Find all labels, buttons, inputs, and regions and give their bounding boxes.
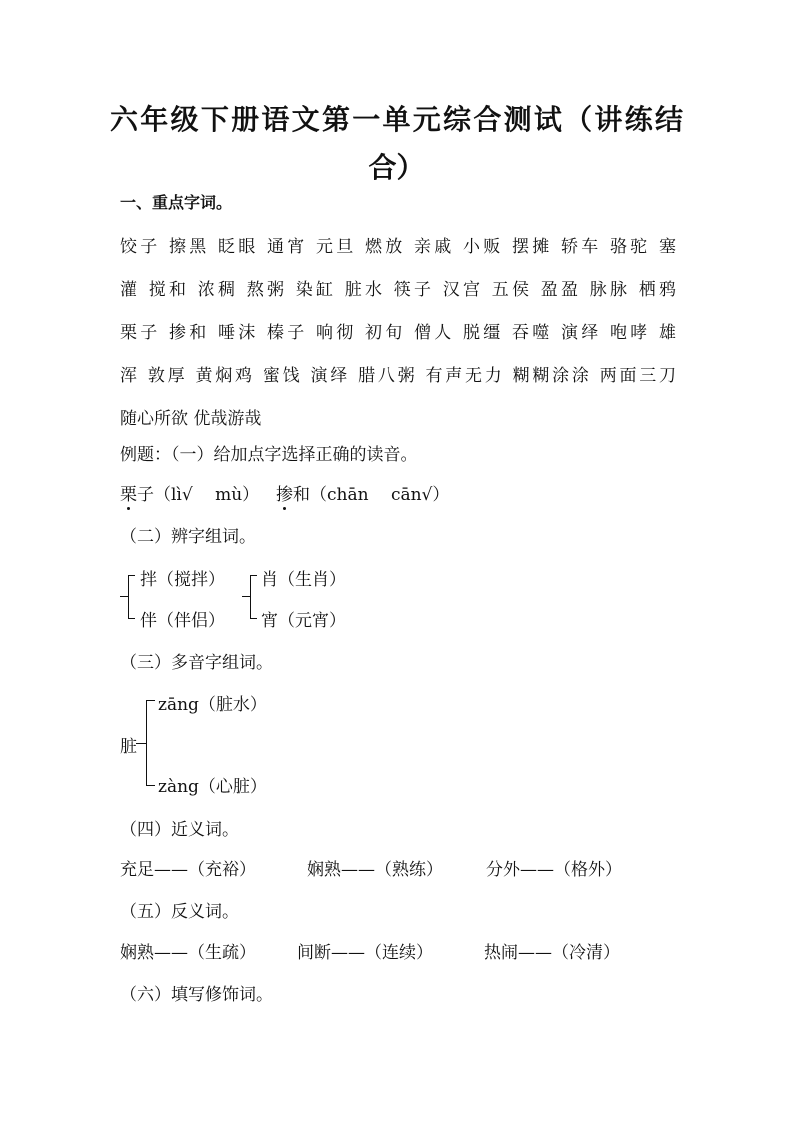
reading-compound: zàng（心脏） <box>158 777 267 797</box>
char-compound: 拌（搅拌） <box>140 570 225 590</box>
pinyin-question-line <box>120 480 449 505</box>
pinyin-answer-1: 子（lì√ mù） <box>137 485 260 505</box>
dotted-char: 栗 <box>120 485 137 505</box>
example-heading: 例题：（一）给加点字选择正确的读音。 <box>120 445 418 465</box>
char-compound: 宵（元宵） <box>261 611 346 631</box>
brace-bracket <box>250 575 257 619</box>
antonym-pair: 间断——（连续） <box>297 943 433 963</box>
word-row: 浑 敦厚 黄焖鸡 蜜饯 演绎 腊八粥 有声无力 糊糊涂涂 两面三刀 <box>120 366 676 386</box>
word-row: 随心所欲 优哉游哉 <box>120 409 262 429</box>
brace-stub <box>136 743 146 744</box>
part2-heading: （二）辨字组词。 <box>120 527 256 547</box>
synonym-pair: 分外——（格外） <box>486 860 622 880</box>
page-title <box>110 96 683 192</box>
brace-stub <box>120 596 128 597</box>
part6-heading: （六）填写修饰词。 <box>120 985 273 1005</box>
word-list <box>120 226 676 441</box>
antonym-pair: 娴熟——（生疏） <box>120 943 256 963</box>
word-row: 栗子 掺和 唾沫 榛子 响彻 初旬 僧人 脱缰 吞噬 演绎 咆哮 雄 <box>120 323 676 343</box>
word-row: 饺子 擦黑 眨眼 通宵 元旦 燃放 亲戚 小贩 摆摊 轿车 骆驼 塞 <box>120 237 676 257</box>
char-compound: 伴（伴侣） <box>140 611 225 631</box>
part3-heading: （三）多音字组词。 <box>120 653 273 673</box>
synonym-pair: 充足——（充裕） <box>120 860 256 880</box>
reading-compound: zāng（脏水） <box>158 695 267 715</box>
title-line-2: 合） <box>368 151 425 184</box>
pinyin-answer-2: 和（chān cān√） <box>293 485 450 505</box>
title-line-1: 六年级下册语文第一单元综合测试（讲练结 <box>110 103 683 136</box>
antonym-pair: 热闹——（冷清） <box>484 943 620 963</box>
synonym-pair: 娴熟——（熟练） <box>307 860 443 880</box>
polyphonic-char: 脏 <box>120 737 137 757</box>
char-compound: 肖（生肖） <box>261 570 346 590</box>
part4-heading: （四）近义词。 <box>120 820 239 840</box>
section-heading-key-words: 一、重点字词。 <box>120 193 233 212</box>
dotted-char: 掺 <box>276 485 293 505</box>
brace-bracket <box>128 575 135 619</box>
word-row: 灌 搅和 浓稠 熬粥 染缸 脏水 筷子 汉宫 五侯 盈盈 脉脉 栖鸦 <box>120 280 676 300</box>
part5-heading: （五）反义词。 <box>120 902 239 922</box>
brace-stub <box>242 596 250 597</box>
brace-bracket <box>146 700 155 786</box>
